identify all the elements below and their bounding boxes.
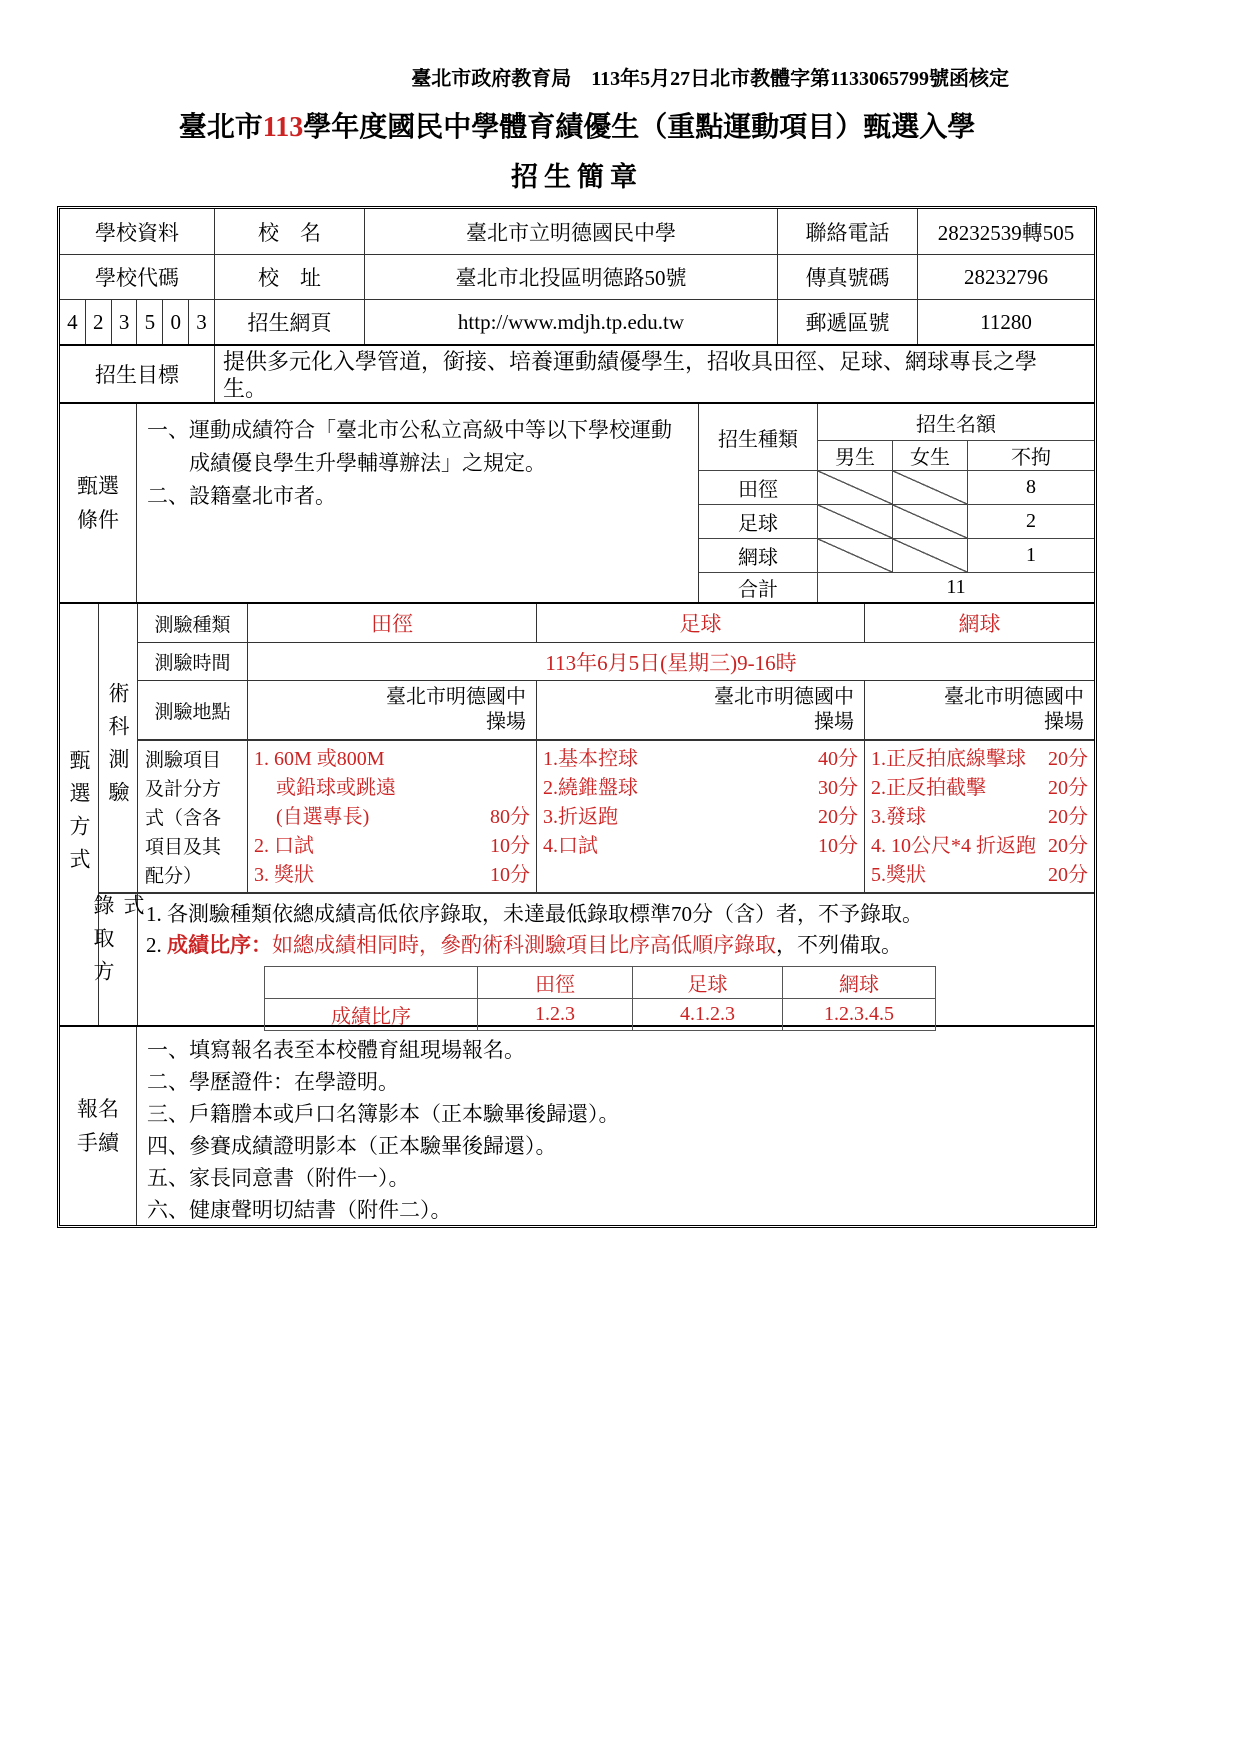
registration-label-line2: 手續: [77, 1131, 119, 1155]
quota-amount-header: 招生名額: [817, 404, 1094, 440]
test-items-soccer: [537, 741, 865, 892]
admission-block: [91, 892, 1094, 1028]
registration-step: 五、家長同意書（附件一）。: [147, 1166, 410, 1190]
admission-rule-1: 1. 各測驗種類依總成績高低依序錄取，未達最低錄取標準70分（含）者，不予錄取。: [146, 902, 923, 926]
test-time-row: [138, 642, 1094, 680]
approval-line: 臺北市政府教育局 113年5月27日北市教體字第1133065799號函核定: [411, 68, 1009, 90]
test-type-athletics: 田徑: [248, 604, 537, 642]
quota-sport-athletics: 田徑: [699, 470, 817, 504]
rank-blank-cell: [265, 967, 477, 998]
quota-tennis-count: 1: [967, 538, 1094, 572]
quota-col-female: 女生: [892, 440, 967, 470]
selection-section: [60, 602, 1094, 1028]
registration-step: 二、學歷證件：在學證明。: [147, 1070, 399, 1094]
admission-brochure-table: [57, 206, 1097, 1228]
test-item: 1.基本控球 40分: [543, 748, 858, 770]
conditions-label-line1: 甄選: [77, 474, 119, 498]
rank-col-tennis: 網球: [782, 967, 935, 998]
registration-step: 一、填寫報名表至本校體育組現場報名。: [147, 1038, 525, 1062]
test-item: 4. 10公尺*4 折返跑 20分: [871, 835, 1088, 857]
test-item: (自選專長) 80分: [276, 806, 530, 828]
test-time-label: 測驗時間: [138, 643, 248, 680]
fax-value: 28232796: [964, 264, 1048, 289]
test-type-tennis: 網球: [958, 612, 1001, 636]
test-item: 2. 口試 10分: [254, 835, 530, 857]
condition-item-1: 一、運動成績符合「臺北市公私立高級中等以下學校運動成績優良學生升學輔導辦法」之規定。: [147, 418, 672, 475]
code-digit: 3: [112, 300, 138, 344]
fax-label: 傳真號碼: [778, 255, 918, 299]
test-item: 3.折返跑 20分: [543, 806, 858, 828]
test-item: 3. 獎狀 10分: [254, 864, 530, 886]
registration-step: 四、參賽成績證明影本（正本驗畢後歸還）。: [147, 1134, 557, 1158]
quota-cell-na: [817, 470, 892, 504]
quota-cell-na: [892, 504, 967, 538]
rank-value-tennis: 1.2.3.4.5: [782, 998, 935, 1030]
test-time-value: 113年6月5日(星期三)9-16時: [545, 650, 797, 675]
school-code-digits: [60, 300, 214, 344]
title-year: 113: [262, 112, 304, 143]
selection-body: [91, 604, 1094, 1028]
rank-order-table: [264, 966, 936, 1031]
page-subtitle: 招生簡章: [511, 162, 643, 192]
website-label: 招生網頁: [215, 300, 365, 344]
registration-label: [60, 1027, 137, 1225]
test-item: 5.獎狀 20分: [871, 864, 1088, 886]
practical-test-block: [99, 604, 1094, 892]
school-address-label: 校 址: [215, 255, 365, 299]
test-items-athletics: [248, 741, 537, 892]
admission-rule-2: 2. 成績比序：如總成績相同時，參酌術科測驗項目比序高低順序錄取，不列備取。: [146, 933, 902, 957]
test-items-label: 測驗項目及計分方式（含各項目及其配分）: [138, 741, 248, 892]
quota-table: [698, 404, 1094, 602]
code-digit: 2: [86, 300, 112, 344]
test-place-soccer: 臺北市明德國中 操場: [537, 681, 865, 739]
conditions-label: [60, 404, 137, 602]
school-code-label: 學校代碼: [60, 255, 215, 299]
test-place-row: [138, 680, 1094, 739]
zipcode-value: 11280: [980, 309, 1032, 334]
conditions-text: [137, 404, 698, 602]
quota-sport-tennis: 網球: [699, 538, 817, 572]
school-info-row-2: [60, 254, 1094, 299]
test-items-tennis: [865, 741, 1094, 892]
quota-cell-na: [892, 538, 967, 572]
test-item: 1. 60M 或800M: [254, 748, 385, 770]
quota-cell-na: [817, 504, 892, 538]
contact-phone-value: 28232539轉505: [937, 220, 1075, 245]
registration-section: [60, 1025, 1094, 1225]
quota-soccer-count: 2: [967, 504, 1094, 538]
practical-test-table: [138, 604, 1094, 892]
test-item: 2.繞錐盤球 30分: [543, 777, 858, 799]
quota-col-male: 男生: [817, 440, 892, 470]
condition-item-2: 二、設籍臺北市者。: [147, 484, 336, 508]
zipcode-label: 郵遞區號: [778, 300, 918, 344]
school-info-row-1: [60, 209, 1094, 254]
test-type-soccer: 足球: [537, 604, 865, 642]
test-item: 2.正反拍截擊 20分: [871, 777, 1088, 799]
test-item: 4.口試 10分: [543, 835, 858, 857]
contact-phone-label: 聯絡電話: [778, 209, 918, 254]
registration-step: 三、戶籍謄本或戶口名簿影本（正本驗畢後歸還）。: [147, 1102, 620, 1126]
quota-type-header: 招生種類: [718, 428, 798, 451]
test-item: 3.發球 20分: [871, 806, 1088, 828]
quota-total-value: 11: [817, 572, 1094, 602]
rank-col-athletics: 田徑: [477, 967, 632, 998]
page-title: [57, 105, 1097, 145]
title-prefix: 臺北市: [178, 112, 263, 143]
quota-sport-soccer: 足球: [699, 504, 817, 538]
school-name-value: 臺北市立明德國民中學: [365, 209, 778, 254]
selection-method-label: 甄選方式: [60, 604, 99, 1025]
registration-step: 六、健康聲明切結書（附件二）。: [147, 1198, 452, 1222]
school-name-label: 校 名: [215, 209, 365, 254]
rank-col-soccer: 足球: [632, 967, 782, 998]
goal-label: 招生目標: [60, 346, 215, 402]
conditions-section: [60, 402, 1094, 602]
conditions-label-line2: 條件: [77, 508, 119, 532]
rank-value-athletics: 1.2.3: [477, 998, 632, 1030]
title-suffix: 學年度國民中學體育績優生（重點運動項目）甄選入學: [303, 112, 976, 143]
test-place-tennis: 臺北市明德國中 操場: [944, 686, 1084, 733]
school-address-value: 臺北市北投區明德路50號: [365, 255, 778, 299]
test-items-row: [138, 739, 1094, 892]
goal-text: 提供多元化入學管道，銜接、培養運動績優學生，招收具田徑、足球、網球專長之學生。: [223, 349, 1038, 401]
test-item: 或鉛球或跳遠: [276, 777, 396, 799]
website-value: http://www.mdjh.tp.edu.tw: [365, 300, 778, 344]
school-info-row-3: [60, 299, 1094, 344]
school-code-boxes: [60, 300, 215, 344]
code-digit: 4: [60, 300, 86, 344]
goal-row: [60, 344, 1094, 402]
quota-total-label: 合計: [699, 572, 817, 602]
quota-col-any: 不拘: [967, 440, 1094, 470]
test-type-row: [138, 604, 1094, 642]
registration-label-line1: 報名: [77, 1097, 119, 1121]
school-info-label: 學校資料: [60, 209, 215, 254]
admission-label: 錄取方式: [99, 894, 138, 1025]
rank-row-label: 成績比序: [265, 998, 477, 1030]
test-type-label: 測驗種類: [138, 604, 248, 642]
quota-cell-na: [817, 538, 892, 572]
test-item: 1.正反拍底線擊球 20分: [871, 748, 1088, 770]
admission-body: [138, 894, 1094, 1028]
test-place-athletics: 臺北市明德國中 操場: [248, 681, 537, 739]
code-digit: 5: [137, 300, 163, 344]
rank-value-soccer: 4.1.2.3: [632, 998, 782, 1030]
quota-athletics-count: 8: [967, 470, 1094, 504]
quota-cell-na: [892, 470, 967, 504]
practical-test-label: 術科測驗: [99, 604, 138, 892]
test-place-label: 測驗地點: [138, 681, 248, 739]
registration-steps: [137, 1027, 1094, 1225]
code-digit: 3: [196, 309, 207, 334]
code-digit: 0: [163, 300, 189, 344]
